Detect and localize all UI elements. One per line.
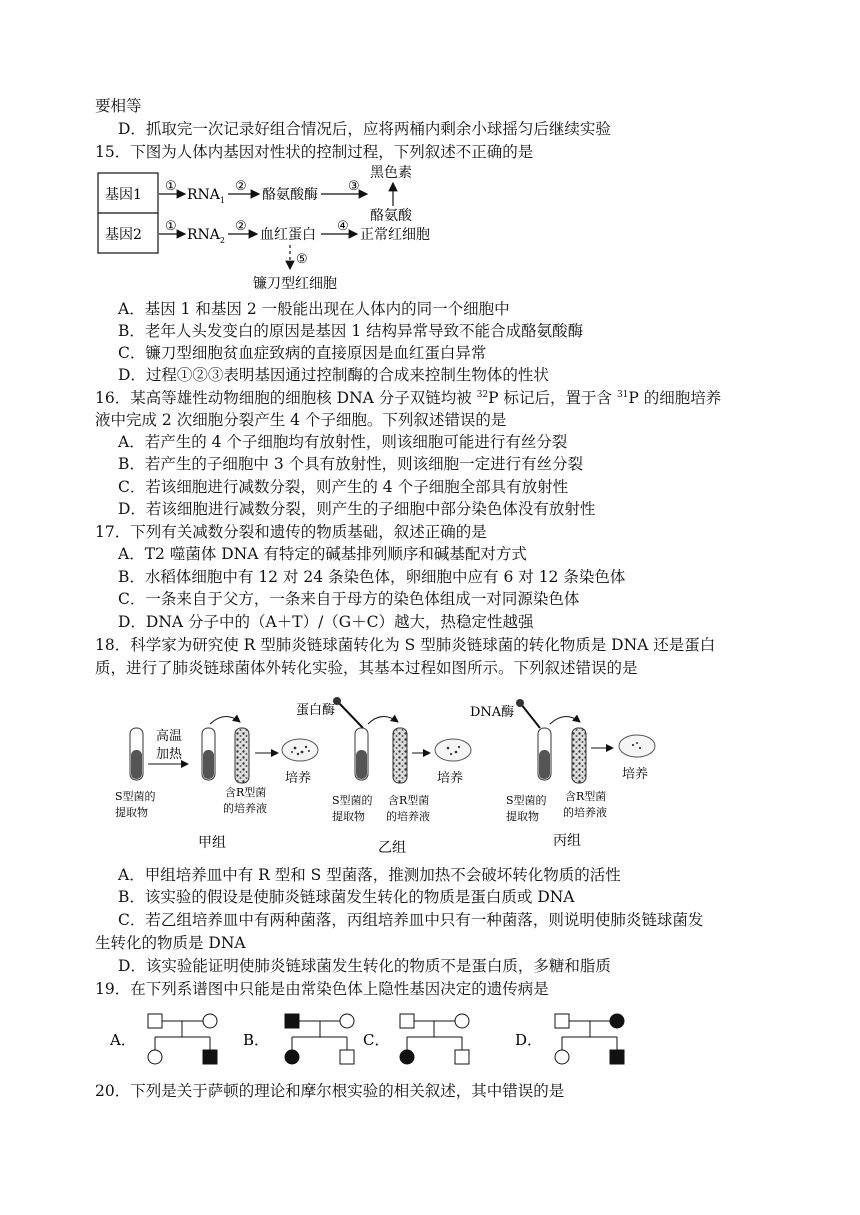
r-medium-label-a1: 含R型菌 — [225, 786, 267, 799]
q16-option-a: A．若产生的 4 个子细胞均有放射性，则该细胞可能进行有丝分裂 — [118, 433, 568, 451]
parent-male — [555, 1014, 569, 1028]
normal-rbc-label: 正常红细胞 — [360, 227, 430, 243]
q17-option-b: B．水稻体细胞中有 12 对 24 条染色体，卵细胞中应有 6 对 12 条染色体 — [118, 568, 626, 586]
r-medium-label-b2: 的培养液 — [386, 810, 430, 823]
q16-stem-line2: 液中完成 2 次细胞分裂产生 4 个子细胞。下列叙述错误的是 — [95, 411, 507, 429]
prev-option-d: D．抓取完一次记录好组合情况后，应将两桶内剩余小球摇匀后继续实验 — [118, 120, 611, 138]
r-medium-label-c1: 含R型菌 — [565, 790, 607, 803]
pedigree-b — [243, 1014, 354, 1064]
child-male-affected — [203, 1050, 217, 1064]
parent-female — [455, 1014, 469, 1028]
culture-label-a: 培养 — [285, 771, 312, 786]
step4-label: ④ — [337, 219, 349, 234]
r-medium-label-c2: 的培养液 — [563, 806, 607, 819]
prev-question-tail: 要相等 — [95, 97, 142, 115]
parent-male-affected — [285, 1014, 299, 1028]
s-extract-label-a2: 提取物 — [115, 806, 148, 819]
q17-stem: 17．下列有关减数分裂和遗传的物质基础，叙述正确的是 — [95, 523, 487, 541]
rna2-label: $RNA_2$ — [187, 227, 225, 245]
melanin-label: 黑色素 — [370, 165, 412, 181]
step2-label: ② — [235, 179, 247, 194]
step5-label: ⑤ — [296, 252, 308, 267]
s-extract-label-a1: S型菌的 — [115, 790, 156, 803]
heat-label-1: 高温 — [156, 729, 183, 744]
child-female-affected — [285, 1050, 299, 1064]
r-medium-label-b1: 含R型菌 — [388, 794, 430, 807]
s-extract-label-b1: S型菌的 — [332, 794, 373, 807]
pedigree-d-label: D． — [515, 1031, 543, 1049]
parent-female — [203, 1014, 217, 1028]
parent-female-affected — [610, 1014, 624, 1028]
culture-label-c: 培养 — [622, 767, 649, 782]
q16-option-d: D．若该细胞进行减数分裂，则产生的子细胞中部分染色体没有放射性 — [118, 500, 596, 518]
q18-stem-line1: 18．科学家为研究使 R 型肺炎链球菌转化为 S 型肺炎链球菌的转化物质是 DNA 还是蛋白 — [95, 636, 716, 654]
r-medium-label-a2: 的培养液 — [223, 802, 267, 815]
rna1-label: $RNA_1$ — [187, 187, 225, 205]
pedigree-a-label: A． — [110, 1031, 136, 1049]
protease-label: 蛋白酶 — [296, 703, 336, 718]
parent-female — [340, 1014, 354, 1028]
child-male — [340, 1050, 354, 1064]
step3-label: ③ — [348, 179, 360, 194]
q20-stem: 20．下列是关于萨顿的理论和摩尔根实验的相关叙述，其中错误的是 — [95, 1082, 565, 1100]
gene-control-diagram — [95, 163, 455, 293]
q18-option-d: D．该实验能证明使肺炎链球菌发生转化的物质不是蛋白质，多糖和脂质 — [118, 957, 611, 975]
q17-option-d: D．DNA 分子中的（A＋T）/（G＋C）越大，热稳定性越强 — [118, 613, 534, 631]
q15-option-b: B．老年人头发变白的原因是基因 1 结构异常导致不能合成酪氨酸酶 — [118, 322, 584, 340]
parent-male — [148, 1014, 162, 1028]
group-a — [115, 716, 318, 851]
pedigree-a — [110, 1014, 217, 1064]
q16-stem-line1: 16．某高等雄性动物细胞的细胞核 DNA 分子双链均被 $^{32}$P 标记后，置于含 $^{31}$P 的细胞培养 — [95, 389, 722, 407]
q18-option-b: B．该实验的假设是使肺炎链球菌发生转化的物质是蛋白质或 DNA — [118, 888, 575, 906]
hemoglobin-label: 血红蛋白 — [260, 227, 316, 243]
q15-option-a: A．基因 1 和基因 2 一般能出现在人体内的同一个细胞中 — [118, 300, 510, 318]
pedigree-options — [110, 1005, 650, 1070]
q15-option-c: C．镰刀型细胞贫血症致病的直接原因是血红蛋白异常 — [118, 344, 487, 362]
group-c-label: 丙组 — [553, 833, 581, 849]
group-b — [296, 697, 471, 856]
group-c — [470, 699, 655, 849]
q17-option-c: C．一条来自于父方，一条来自于母方的染色体组成一对同源染色体 — [118, 590, 580, 608]
pedigree-c — [363, 1014, 469, 1064]
q15-option-d: D．过程①②③表明基因通过控制酶的合成来控制生物体的性状 — [118, 366, 549, 384]
sickle-rbc-label: 镰刀型红细胞 — [253, 276, 337, 292]
q19-stem: 19．在下列系谱图中只能是由常染色体上隐性基因决定的遗传病是 — [95, 980, 549, 998]
heat-label-2: 加热 — [156, 747, 183, 762]
child-male-affected — [610, 1050, 624, 1064]
q17-option-a: A．T2 噬菌体 DNA 有特定的碱基排列顺序和碱基配对方式 — [118, 545, 527, 563]
child-male — [455, 1050, 469, 1064]
pedigree-d — [515, 1014, 624, 1064]
s-extract-label-c1: S型菌的 — [506, 794, 547, 807]
enzyme-label: 酪氨酸酶 — [262, 187, 318, 203]
child-female — [555, 1050, 569, 1064]
q16-option-b: B．若产生的子细胞中 3 个具有放射性，则该细胞一定进行有丝分裂 — [118, 455, 584, 473]
q16-option-c: C．若该细胞进行减数分裂，则产生的 4 个子细胞全部具有放射性 — [118, 478, 569, 496]
step1-label-2: ① — [165, 219, 177, 234]
q15-stem: 15．下图为人体内基因对性状的控制过程，下列叙述不正确的是 — [95, 143, 534, 161]
s-extract-label-b2: 提取物 — [332, 810, 365, 823]
child-female — [148, 1050, 162, 1064]
gene2-label: 基因2 — [105, 227, 142, 243]
parent-male — [400, 1014, 414, 1028]
group-a-label: 甲组 — [198, 835, 226, 851]
group-b-label: 乙组 — [378, 840, 406, 856]
dnase-label: DNA酶 — [470, 705, 515, 720]
step2-label-2: ② — [235, 219, 247, 234]
q18-stem-line2: 质，进行了肺炎链球菌体外转化实验，其基本过程如图所示。下列叙述错误的是 — [95, 659, 638, 677]
transformation-experiment-figure — [110, 690, 670, 860]
q18-option-c: C．若乙组培养皿中有两种菌落，丙组培养皿中只有一种菌落，则说明使肺炎链球菌发 — [118, 911, 704, 929]
gene1-label: 基因1 — [105, 187, 142, 203]
s-extract-label-c2: 提取物 — [506, 810, 539, 823]
step1-label: ① — [165, 179, 177, 194]
q18-option-a: A．甲组培养皿中有 R 型和 S 型菌落，推测加热不会破坏转化物质的活性 — [118, 866, 621, 884]
culture-label-b: 培养 — [437, 771, 464, 786]
tyrosine-label: 酪氨酸 — [370, 208, 412, 224]
pedigree-c-label: C． — [363, 1031, 390, 1049]
child-female-affected — [400, 1050, 414, 1064]
q18-option-c-cont: 生转化的物质是 DNA — [95, 934, 246, 952]
pedigree-b-label: B． — [243, 1031, 270, 1049]
